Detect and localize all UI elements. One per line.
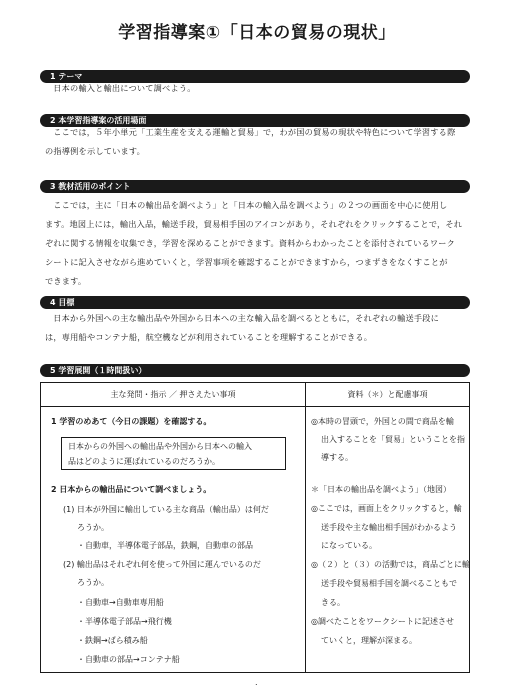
table-row [41, 407, 470, 673]
footer-mark: . [255, 678, 258, 687]
note-line: 送手段や主な輸出相手国がわかるよう [321, 523, 457, 532]
text-line: ここでは，５年小単元「工業生産を支える運輸と貿易」で，わが国の貿易の現状や特色について学習する際 [53, 127, 456, 137]
table-cell-activities [41, 407, 306, 673]
question-2-line: (2) 輸出品はそれぞれ何を使って外国に運んでいるのだ [63, 560, 261, 569]
question-1-line: (1) 日本が外国に輸出している主な商品（輸出品）は何だ [63, 505, 269, 514]
note-line: ◎ここでは，画面上をクリックすると，輸 [311, 504, 462, 513]
step-2-text: 2 日本からの輸出品について調べましょう。 [51, 485, 212, 494]
text-line: ます。地図上には，輸出入品，輸送手段，貿易相手国のアイコンがあり，それぞれをクリックすることで，それ [45, 219, 463, 229]
section-body-usage [45, 123, 470, 161]
text-line: シートに記入させながら進めていくと，学習事項を確認することができますから，つまずきをなくすことが [45, 257, 448, 267]
table-header-right: 資料（＊）と配慮事項 [306, 383, 470, 407]
lesson-goal-box [61, 437, 286, 470]
material-reference: ＊「日本の輸出品を調べよう」（地図） [311, 485, 451, 494]
note-line: ◎本時の冒頭で，外国との間で商品を輸 [311, 417, 454, 426]
section-heading-goal: 4 目標 [40, 296, 470, 309]
section-heading-theme: 1 テーマ [40, 70, 470, 83]
section-body-theme [45, 79, 470, 98]
table-header-left: 主な発問・指示 ／ 押さえたい事項 [41, 383, 306, 407]
lesson-development-table [40, 382, 470, 673]
text-line: 日本から外国への主な輸出品や外国から日本への主な輸入品を調べるとともに，それぞれの輸送手段に [53, 313, 440, 323]
note-line: 導する。 [321, 453, 353, 462]
note-line: になっている。 [321, 541, 377, 550]
question-1-answer: ・自動車，半導体電子部品，鉄鋼，自動車の部品 [77, 541, 253, 550]
note-line: ていくと，理解が深まる。 [321, 636, 417, 645]
text-line: 日本からの外国への輸出品や外国から日本への輸入 [68, 442, 252, 451]
note-line: ◎調べたことをワークシートに記述させ [311, 617, 454, 626]
table-header-row [41, 383, 470, 407]
list-item: ・半導体電子部品→飛行機 [77, 617, 172, 626]
question-1-line: ろうか。 [77, 523, 109, 532]
section-body-points [45, 196, 470, 291]
note-line: ◎（２）と（３）の活動では，商品ごとに輸 [311, 560, 470, 569]
text-line: は，専用船やコンテナ船，航空機などが利用されていることを理解することができる。 [45, 332, 373, 342]
section-heading-usage: 2 本学習指導案の活用場面 [40, 114, 470, 127]
note-line: 送手段や貿易相手国を調べることもで [321, 579, 457, 588]
text-line: ぞれに関する情報を収集でき，学習を深めることができます。資料からわかったことを添付されているワーク [45, 238, 456, 248]
text-line: ここでは，主に「日本の輸出品を調べよう」と「日本の輸入品を調べよう」の２つの画面を中心に使用し [53, 200, 448, 210]
question-2-line: ろうか。 [77, 578, 109, 587]
step-1-text: 1 学習のめあて（今日の課題）を確認する。 [51, 417, 212, 426]
section-heading-points: 3 教材活用のポイント [40, 180, 470, 193]
text-line: 日本の輸入と輸出について調べよう。 [53, 83, 196, 93]
list-item: ・自動車→自動車専用船 [77, 598, 164, 607]
table-cell-notes [306, 407, 470, 673]
list-item: ・鉄鋼→ばら積み船 [77, 636, 148, 645]
text-line: 品はどのように運ばれているのだろうか。 [68, 457, 220, 466]
section-heading-development: 5 学習展開（１時間扱い） [40, 364, 470, 377]
section-body-goal [45, 309, 470, 347]
list-item: ・自動車の部品→コンテナ船 [77, 655, 180, 664]
text-line: の指導例を示しています。 [45, 146, 145, 156]
page-title: 学習指導案①「日本の貿易の現状」 [118, 23, 396, 43]
text-line: できます。 [45, 276, 87, 286]
note-line: きる。 [321, 598, 345, 607]
note-line: 出入することを「貿易」ということを指 [321, 435, 465, 444]
